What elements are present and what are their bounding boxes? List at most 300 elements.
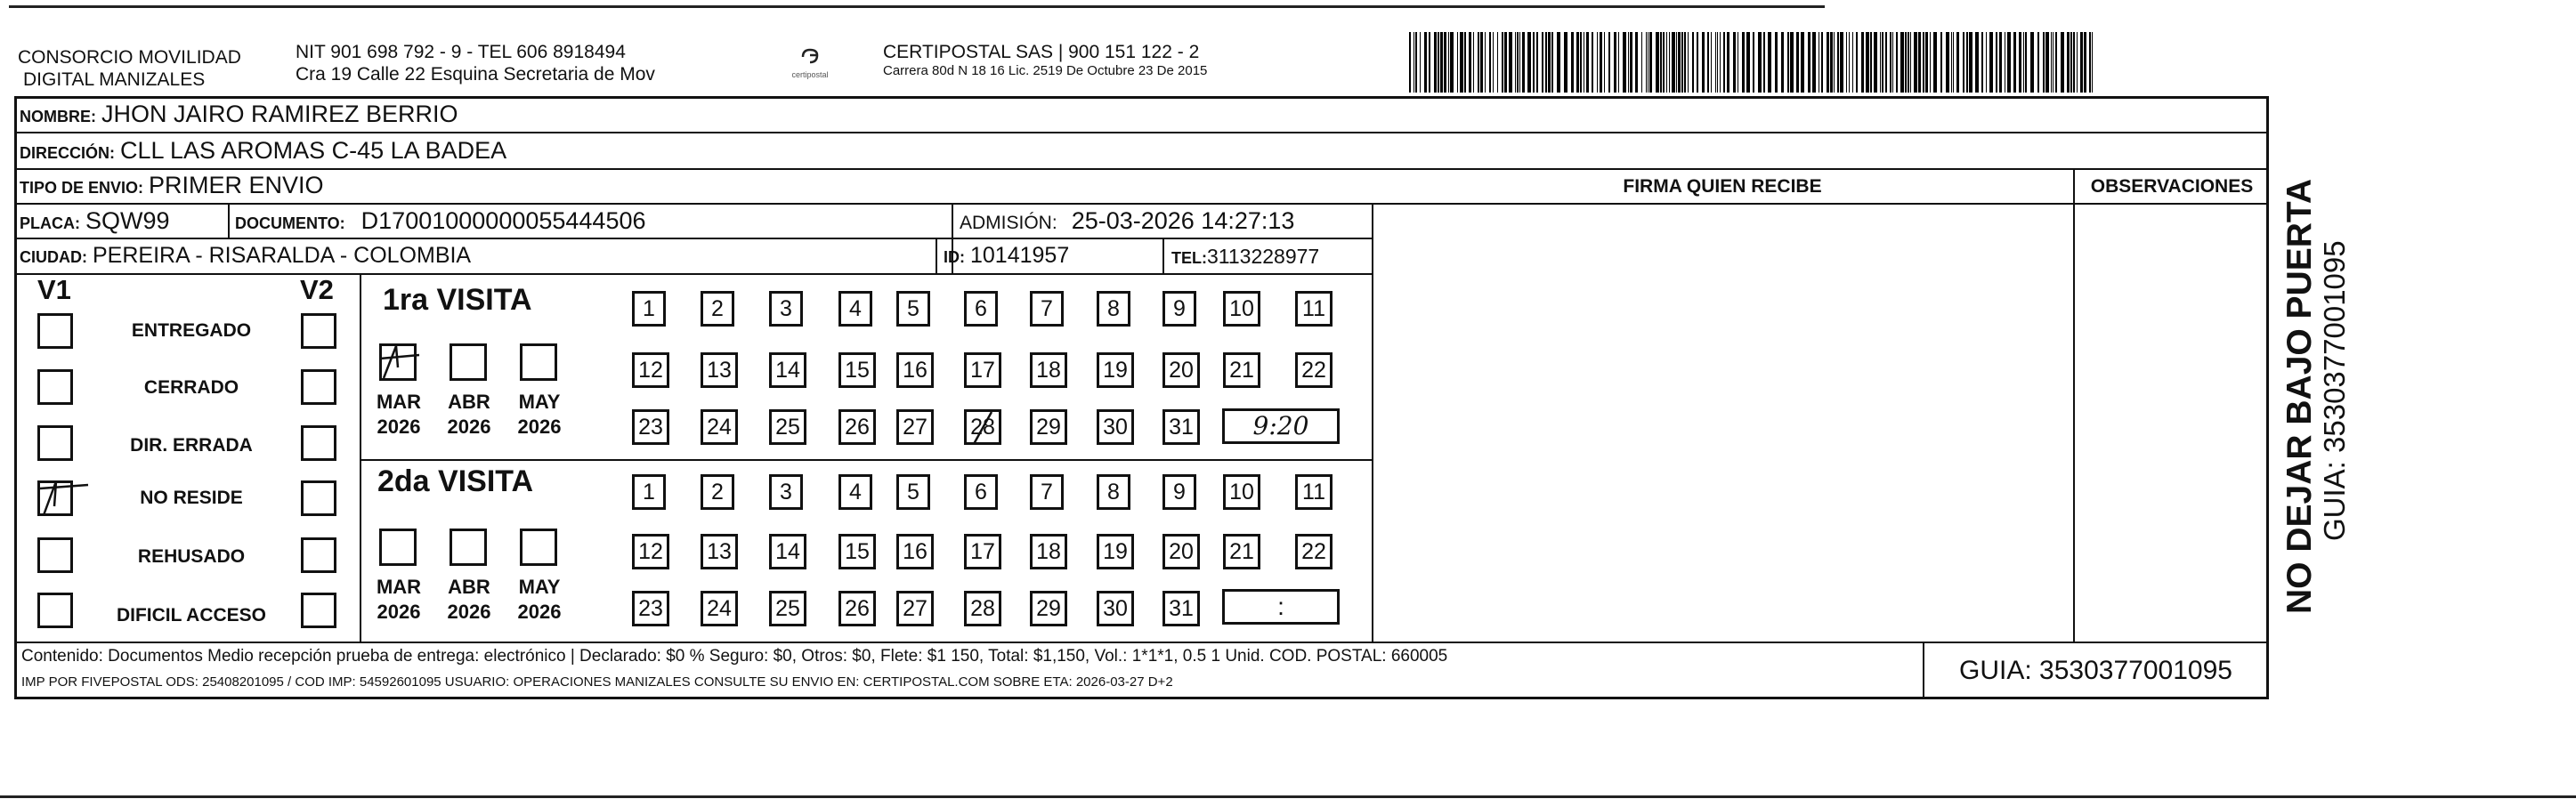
divider (361, 459, 1373, 461)
first-visit-day-17-box[interactable]: 17 (964, 352, 1001, 388)
option-no-reside: NO RESIDE (140, 488, 243, 508)
barcode-bar (1504, 32, 1507, 93)
placa-field (20, 207, 170, 235)
barcode-bar (1564, 32, 1567, 93)
barcode-bar (1896, 32, 1898, 93)
first-visit-day-18-box[interactable]: 18 (1030, 352, 1067, 388)
barcode-bar (1444, 32, 1446, 93)
second-visit-day-25-box[interactable]: 25 (769, 591, 806, 626)
barcode-bar (1763, 32, 1765, 93)
barcode-bar (1557, 32, 1560, 93)
barcode-bar (1448, 32, 1449, 93)
barcode-bar (1746, 32, 1750, 93)
second-visit-day-17-box[interactable]: 17 (964, 534, 1001, 569)
barcode-bar (1711, 32, 1712, 93)
first-visit-month-may-label: MAY 2026 (517, 391, 562, 438)
barcode-bar (2013, 32, 2016, 93)
direccion-label: DIRECCIÓN: (20, 144, 115, 162)
nombre-label: NOMBRE: (20, 108, 96, 125)
barcode-bar (1409, 32, 1411, 93)
first-visit-day-3-box[interactable]: 3 (769, 291, 803, 327)
barcode-bar (1870, 32, 1872, 93)
barcode-bar (1975, 32, 1979, 93)
divider (2073, 168, 2075, 643)
second-visit-day-26-box[interactable]: 26 (838, 591, 876, 626)
id-label: ID: (944, 248, 965, 266)
barcode-bar (1635, 32, 1638, 93)
ciudad-field (20, 243, 471, 269)
second-visit-day-27-box[interactable]: 27 (896, 591, 934, 626)
second-visit-day-4-box[interactable]: 4 (838, 474, 872, 510)
second-visit-day-21-box[interactable]: 21 (1223, 534, 1260, 569)
barcode-bar (1827, 32, 1829, 93)
barcode-bar (1434, 32, 1437, 93)
barcode-bar (1787, 32, 1789, 93)
barcode-bar (1812, 32, 1816, 93)
second-visit-day-9-box[interactable]: 9 (1162, 474, 1196, 510)
barcode-bar (1681, 32, 1683, 93)
barcode-bar (2007, 32, 2011, 93)
barcode-bar (1999, 32, 2002, 93)
barcode-bar (1758, 32, 1762, 93)
first-visit-day-15-box[interactable]: 15 (838, 352, 876, 388)
v2-checkbox-dir-errada[interactable] (301, 425, 336, 461)
second-visit-day-16-box[interactable]: 16 (896, 534, 934, 569)
barcode-bar (2051, 32, 2052, 93)
barcode-bar (1969, 32, 1973, 93)
courier-info: CERTIPOSTAL SAS | 900 151 122 - 2 Carrera 80d N 18 16 Lic. 2519 De Octubre 23 De 2015 (883, 42, 1208, 78)
barcode-bar (2030, 32, 2034, 93)
v2-checkbox-no-reside[interactable] (301, 480, 336, 516)
tipo-envio-field (20, 172, 324, 199)
option-entregado: ENTREGADO (131, 320, 252, 341)
first-visit-day-22-box[interactable]: 22 (1295, 352, 1333, 388)
divider (1162, 238, 1164, 274)
barcode-bar (1914, 32, 1917, 93)
tipo-envio-value: PRIMER ENVIO (149, 172, 324, 198)
second-visit-day-15-box[interactable]: 15 (838, 534, 876, 569)
barcode-bar (1830, 32, 1833, 93)
barcode-bar (1571, 32, 1574, 93)
barcode-bar (1849, 32, 1850, 93)
barcode-bar (1885, 32, 1887, 93)
company-name: CONSORCIO MOVILIDAD DIGITAL MANIZALES (18, 47, 241, 90)
v1-checkbox-cerrado[interactable] (37, 369, 73, 405)
placa-value: SQW99 (85, 207, 170, 234)
no-dejar-bajo-puerta: NO DEJAR BAJO PUERTA (2280, 178, 2319, 614)
barcode-bar (1684, 32, 1686, 93)
barcode-bar (1796, 32, 1799, 93)
direccion-field (20, 137, 506, 165)
barcode-bar (1551, 32, 1553, 93)
nombre-value: JHON JAIRO RAMIREZ BERRIO (101, 101, 458, 127)
v1-checkbox-rehusado[interactable] (37, 537, 73, 573)
barcode-bar (1519, 32, 1520, 93)
second-visit-day-14-box[interactable]: 14 (769, 534, 806, 569)
second-visit-month-abr-label: ABR 2026 (447, 576, 491, 623)
first-visit-day-13-box[interactable]: 13 (701, 352, 738, 388)
admision-label: ADMISIÓN: (960, 213, 1057, 233)
barcode-bar (1846, 32, 1847, 93)
barcode-bar (1753, 32, 1754, 93)
second-visit-day-6-box[interactable]: 6 (964, 474, 998, 510)
documento-field (235, 207, 646, 235)
v1-checkbox-no-reside[interactable] (37, 480, 73, 516)
barcode-bar (1489, 32, 1491, 93)
barcode-bar (1996, 32, 1997, 93)
divider (14, 168, 2269, 170)
contenido-line: Contenido: Documentos Medio recepción prueba de entrega: electrónico | Declarado: $0 % Seguro: $0, Otros: $0, Flete: $1 150, Total: $1,150, Vol.: 1*1*1, 0.5 1 Unid. COD. POSTAL: 660005 (21, 647, 1448, 666)
barcode-bar (1672, 32, 1675, 93)
second-visit-day-13-box[interactable]: 13 (701, 534, 738, 569)
second-visit-month-mar-box[interactable] (379, 529, 417, 566)
direccion-value: CLL LAS AROMAS C-45 LA BADEA (120, 137, 507, 164)
barcode-bar (1450, 32, 1454, 93)
second-visit-day-29-box[interactable]: 29 (1030, 591, 1067, 626)
first-visit-day-14-box[interactable]: 14 (769, 352, 806, 388)
barcode-bar (1882, 32, 1883, 93)
barcode-bar (1536, 32, 1538, 93)
v1-checkbox-entregado[interactable] (37, 313, 73, 349)
second-visit-day-12-box[interactable]: 12 (632, 534, 669, 569)
second-visit-day-23-box[interactable]: 23 (632, 591, 669, 626)
barcode-bar (1866, 32, 1869, 93)
barcode-bar (1623, 32, 1626, 93)
admision-value: 25-03-2026 14:27:13 (1071, 207, 1295, 234)
first-visit-day-31-box[interactable]: 31 (1162, 409, 1200, 445)
barcode-bar (2045, 32, 2049, 93)
first-visit-day-27-box[interactable]: 27 (896, 409, 934, 445)
barcode-bar (2025, 32, 2027, 93)
barcode-bar (1688, 32, 1689, 93)
barcode-bar (1918, 32, 1921, 93)
second-visit-day-2-box[interactable]: 2 (701, 474, 734, 510)
barcode-bar (1908, 32, 1909, 93)
barcode-bar (1509, 32, 1512, 93)
barcode-bar (1480, 32, 1483, 93)
barcode-bar (1840, 32, 1843, 93)
barcode-bar (1415, 32, 1417, 93)
second-visit-day-3-box[interactable]: 3 (769, 474, 803, 510)
first-visit-day-25-box[interactable]: 25 (769, 409, 806, 445)
second-visit-month-mar-label: MAR 2026 (376, 576, 422, 623)
barcode-bar (1720, 32, 1721, 93)
barcode-bar (1692, 32, 1694, 93)
divider (14, 238, 1373, 239)
barcode-bar (1956, 32, 1959, 93)
admision-field (960, 207, 1294, 235)
barcode-bar (1892, 32, 1893, 93)
guia-vertical: GUIA: 3530377001095 (2318, 240, 2351, 541)
documento-label: DOCUMENTO: (235, 214, 345, 232)
barcode-bar (1900, 32, 1904, 93)
second-visit-day-30-box[interactable]: 30 (1097, 591, 1134, 626)
id-field (944, 243, 1069, 269)
barcode-bar (1953, 32, 1954, 93)
barcode-bar (1930, 32, 1931, 93)
day-mark-icon (965, 408, 1004, 448)
barcode-bar (1940, 32, 1942, 93)
second-visit-time-box[interactable]: : (1222, 589, 1340, 625)
barcode-bar (2084, 32, 2086, 93)
barcode-bar (2092, 32, 2093, 93)
barcode-bar (1429, 32, 1430, 93)
first-visit-day-5-box[interactable]: 5 (896, 291, 930, 327)
barcode-bar (1925, 32, 1928, 93)
divider (14, 273, 1373, 275)
option-rehusado: REHUSADO (137, 546, 246, 567)
barcode-bar (2061, 32, 2064, 93)
top-cut-line (9, 5, 1825, 8)
second-visit-day-28-box[interactable]: 28 (964, 591, 1001, 626)
barcode-bar (1424, 32, 1427, 93)
bottom-cut-line (0, 795, 2576, 798)
ciudad-value: PEREIRA - RISARALDA - COLOMBIA (93, 243, 472, 268)
first-visit-day-12-box[interactable]: 12 (632, 352, 669, 388)
first-visit-day-30-box[interactable]: 30 (1097, 409, 1134, 445)
barcode-bar (1517, 32, 1519, 93)
barcode-bar (1981, 32, 1983, 93)
barcode-bar (1576, 32, 1579, 93)
barcode-bar (1676, 32, 1677, 93)
barcode-bar (1890, 32, 1891, 93)
second-visit-month-may-label: MAY 2026 (517, 576, 562, 623)
guia-footer: GUIA: 3530377001095 (1959, 656, 2232, 685)
check-mark-icon (378, 339, 423, 380)
barcode-bar (1522, 32, 1525, 93)
first-visit-day-4-box[interactable]: 4 (838, 291, 872, 327)
first-visit-day-24-box[interactable]: 24 (701, 409, 738, 445)
barcode-bar (2080, 32, 2083, 93)
first-visit-day-26-box[interactable]: 26 (838, 409, 876, 445)
barcode-bar (1837, 32, 1839, 93)
barcode-bar (2043, 32, 2045, 93)
barcode-bar (2073, 32, 2075, 93)
barcode-bar (1649, 32, 1652, 93)
barcode-bar (1457, 32, 1458, 93)
barcode-bar (1542, 32, 1543, 93)
barcode-bar (1663, 32, 1665, 93)
tel-field (1171, 245, 1319, 269)
second-visit-day-8-box[interactable]: 8 (1097, 474, 1130, 510)
barcode-bar (1989, 32, 1993, 93)
barcode-bar (1852, 32, 1853, 93)
barcode-bar (2023, 32, 2024, 93)
barcode (1409, 32, 2099, 93)
first-visit-day-1-box[interactable]: 1 (632, 291, 666, 327)
barcode-bar (1717, 32, 1718, 93)
v2-checkbox-rehusado[interactable] (301, 537, 336, 573)
v2-checkbox-entregado[interactable] (301, 313, 336, 349)
second-visit-day-10-box[interactable]: 10 (1223, 474, 1260, 510)
barcode-bar (2053, 32, 2054, 93)
barcode-bar (2037, 32, 2039, 93)
v2-checkbox-dificil-acceso[interactable] (301, 593, 336, 628)
first-visit-day-23-box[interactable]: 23 (632, 409, 669, 445)
first-visit-month-mar-box[interactable] (379, 343, 417, 381)
first-visit-month-mar-label: MAR 2026 (376, 391, 422, 438)
v2-checkbox-cerrado[interactable] (301, 369, 336, 405)
barcode-bar (1834, 32, 1835, 93)
barcode-bar (1604, 32, 1605, 93)
first-visit-day-7-box[interactable]: 7 (1030, 291, 1064, 327)
second-visit-month-abr-box[interactable] (450, 529, 487, 566)
barcode-bar (1618, 32, 1619, 93)
barcode-bar (1630, 32, 1632, 93)
barcode-bar (1460, 32, 1463, 93)
barcode-bar (1502, 32, 1503, 93)
option-dir-errada: DIR. ERRADA (130, 435, 253, 456)
divider (1372, 203, 1373, 643)
barcode-bar (1586, 32, 1589, 93)
barcode-bar (1669, 32, 1670, 93)
first-visit-day-28-box[interactable]: 28 (964, 409, 1001, 445)
barcode-bar (1742, 32, 1745, 93)
ciudad-label: CIUDAD: (20, 248, 87, 266)
documento-value: D17001000000055444506 (360, 207, 646, 234)
first-visit-month-may-box[interactable] (520, 343, 557, 381)
first-visit-day-29-box[interactable]: 29 (1030, 409, 1067, 445)
barcode-bar (1861, 32, 1864, 93)
barcode-bar (1963, 32, 1964, 93)
barcode-bar (1580, 32, 1582, 93)
nombre-field (20, 101, 458, 128)
barcode-bar (1808, 32, 1810, 93)
barcode-bar (2077, 32, 2078, 93)
v1-label: V1 (37, 274, 71, 305)
divider (228, 203, 230, 238)
barcode-bar (1727, 32, 1729, 93)
v1-checkbox-dir-errada[interactable] (37, 425, 73, 461)
barcode-bar (1781, 32, 1784, 93)
barcode-bar (1946, 32, 1949, 93)
barcode-bar (2055, 32, 2057, 93)
barcode-bar (1608, 32, 1610, 93)
second-visit-label: 2da VISITA (377, 464, 534, 498)
option-dificil-acceso: DIFICIL ACCESO (116, 605, 266, 625)
first-visit-day-16-box[interactable]: 16 (896, 352, 934, 388)
first-visit-label: 1ra VISITA (383, 283, 532, 317)
barcode-bar (1533, 32, 1535, 93)
first-visit-day-10-box[interactable]: 10 (1223, 291, 1260, 327)
barcode-bar (2089, 32, 2091, 93)
barcode-bar (1702, 32, 1705, 93)
first-visit-day-21-box[interactable]: 21 (1223, 352, 1260, 388)
barcode-bar (2067, 32, 2070, 93)
barcode-bar (1986, 32, 1987, 93)
first-visit-day-8-box[interactable]: 8 (1097, 291, 1130, 327)
company-info: NIT 901 698 792 - 9 - TEL 606 8918494 Cra 19 Calle 22 Esquina Secretaria de Mov (296, 42, 655, 85)
barcode-bar (1874, 32, 1877, 93)
first-visit-day-9-box[interactable]: 9 (1162, 291, 1196, 327)
barcode-bar (1497, 32, 1498, 93)
barcode-bar (1790, 32, 1794, 93)
barcode-bar (1697, 32, 1698, 93)
first-visit-day-11-box[interactable]: 11 (1295, 291, 1333, 327)
first-visit-day-20-box[interactable]: 20 (1162, 352, 1200, 388)
first-visit-day-2-box[interactable]: 2 (701, 291, 734, 327)
barcode-bar (1420, 32, 1421, 93)
barcode-bar (1614, 32, 1616, 93)
divider (14, 203, 2269, 205)
firma-header: FIRMA QUIEN RECIBE (1623, 176, 1822, 197)
barcode-bar (1966, 32, 1968, 93)
barcode-bar (2019, 32, 2021, 93)
barcode-bar (2070, 32, 2072, 93)
barcode-bar (1440, 32, 1443, 93)
first-visit-time-box[interactable]: 9:20 (1222, 408, 1340, 444)
second-visit-day-31-box[interactable]: 31 (1162, 591, 1200, 626)
barcode-bar (1733, 32, 1736, 93)
first-visit-day-19-box[interactable]: 19 (1097, 352, 1134, 388)
barcode-bar (1801, 32, 1804, 93)
barcode-bar (1641, 32, 1642, 93)
divider (936, 238, 937, 274)
second-visit-day-24-box[interactable]: 24 (701, 591, 738, 626)
barcode-bar (1600, 32, 1602, 93)
barcode-bar (1473, 32, 1474, 93)
barcode-bar (1527, 32, 1531, 93)
barcode-bar (1707, 32, 1709, 93)
barcode-bar (1485, 32, 1486, 93)
barcode-bar (1646, 32, 1647, 93)
barcode-bar (1548, 32, 1551, 93)
second-visit-day-22-box[interactable]: 22 (1295, 534, 1333, 569)
barcode-bar (1660, 32, 1662, 93)
first-visit-month-abr-box[interactable] (450, 343, 487, 381)
first-visit-day-6-box[interactable]: 6 (964, 291, 998, 327)
second-visit-day-19-box[interactable]: 19 (1097, 534, 1134, 569)
placa-label: PLACA: (20, 214, 80, 232)
barcode-bar (1821, 32, 1823, 93)
v2-label: V2 (300, 274, 334, 305)
option-cerrado: CERRADO (143, 377, 239, 398)
barcode-bar (1515, 32, 1516, 93)
barcode-bar (1715, 32, 1716, 93)
second-visit-day-11-box[interactable]: 11 (1295, 474, 1333, 510)
barcode-bar (1723, 32, 1725, 93)
barcode-bar (1933, 32, 1937, 93)
barcode-bar (1464, 32, 1466, 93)
second-visit-day-18-box[interactable]: 18 (1030, 534, 1067, 569)
first-visit-month-abr-label: ABR 2026 (447, 391, 491, 438)
second-visit-day-1-box[interactable]: 1 (632, 474, 666, 510)
v1-checkbox-dificil-acceso[interactable] (37, 593, 73, 628)
second-visit-day-20-box[interactable]: 20 (1162, 534, 1200, 569)
tipo-envio-label: TIPO DE ENVIO: (20, 179, 144, 197)
barcode-bar (1545, 32, 1547, 93)
barcode-bar (1469, 32, 1471, 93)
tel-value: 3113228977 (1207, 245, 1320, 268)
second-visit-day-5-box[interactable]: 5 (896, 474, 930, 510)
barcode-bar (1923, 32, 1924, 93)
second-visit-day-7-box[interactable]: 7 (1030, 474, 1064, 510)
barcode-bar (1678, 32, 1681, 93)
barcode-bar (1666, 32, 1667, 93)
barcode-bar (1438, 32, 1439, 93)
divider (14, 642, 2269, 643)
barcode-bar (1597, 32, 1598, 93)
barcode-bar (1905, 32, 1907, 93)
imp-line: IMP POR FIVEPOSTAL ODS: 25408201095 / COD IMP: 54592601095 USUARIO: OPERACIONES MANIZALES CONSULTE SU ENVIO EN: CERTIPOSTAL.COM SOBRE ETA: 2026-03-27 D+2 (21, 674, 1173, 690)
second-visit-month-may-box[interactable] (520, 529, 557, 566)
certipostal-logo: certipostal (783, 46, 837, 79)
barcode-bar (1775, 32, 1778, 93)
barcode-bar (1628, 32, 1629, 93)
divider (360, 273, 361, 642)
barcode-bar (1656, 32, 1659, 93)
barcode-bar (1493, 32, 1494, 93)
